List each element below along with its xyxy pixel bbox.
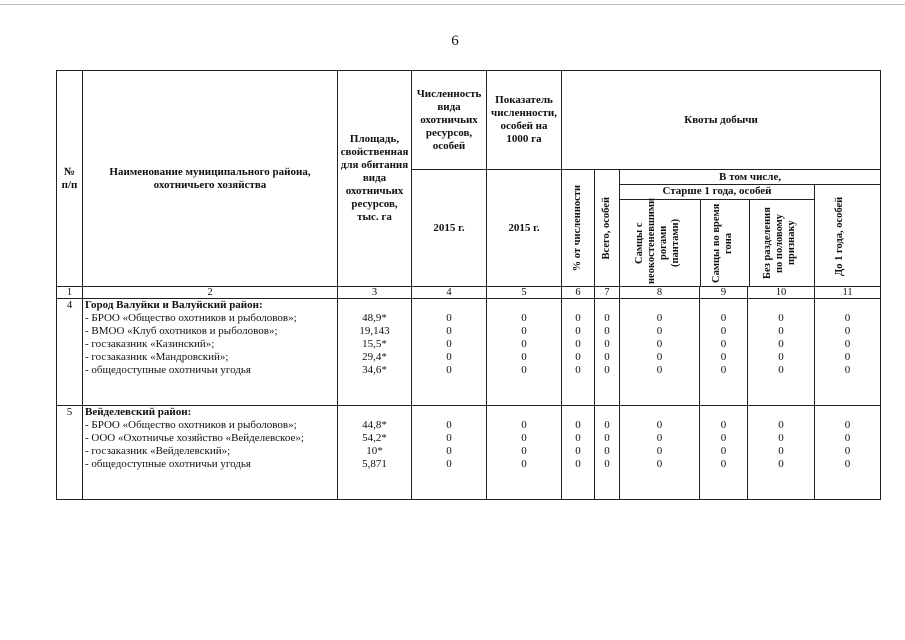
quota-value: 0 (446, 419, 452, 431)
hunting-ground-name: - общедоступные охотничьи угодья (85, 364, 251, 376)
value-cell (412, 299, 487, 406)
value-cell (562, 299, 595, 406)
colnum: 8 (620, 287, 700, 299)
quota-value: 0 (521, 458, 527, 470)
value-cell (815, 299, 881, 406)
quota-value: 0 (446, 351, 452, 363)
hunting-ground-name: - госзаказник «Мандровский»; (85, 351, 229, 363)
area-value: 44,8* (362, 419, 387, 431)
spacer (597, 406, 617, 419)
value-cell (487, 406, 562, 500)
quota-value: 0 (778, 445, 784, 457)
quota-value: 0 (521, 325, 527, 337)
quota-value: 0 (844, 419, 851, 431)
quota-value: 0 (844, 351, 851, 363)
region-title: Город Валуйки и Валуйский район: (85, 299, 263, 311)
quota-value: 0 (521, 338, 527, 350)
area-cell (338, 299, 412, 406)
value-cell (815, 406, 881, 500)
header-total-text: Всего, особей (601, 196, 612, 260)
quota-value: 0 (656, 351, 663, 363)
colnum: 4 (412, 287, 487, 299)
table-row (57, 299, 881, 406)
quota-value: 0 (521, 312, 527, 324)
spacer (702, 299, 745, 312)
value-cell (748, 406, 815, 500)
hunting-ground-name: - госзаказник «Казинский»; (85, 338, 215, 350)
quota-value: 0 (575, 364, 581, 376)
value-cell (412, 406, 487, 500)
spacer (340, 299, 409, 312)
hunting-ground-name: - общедоступные охотничьи угодья (85, 458, 251, 470)
value-cell (700, 406, 748, 500)
value-cell (620, 406, 700, 500)
quota-value: 0 (604, 445, 610, 457)
quota-value: 0 (575, 419, 581, 431)
quota-value: 0 (604, 325, 610, 337)
spacer (564, 299, 592, 312)
quota-value: 0 (446, 338, 452, 350)
quota-value: 0 (778, 351, 784, 363)
older-subtable (620, 197, 814, 286)
quota-value: 0 (604, 432, 610, 444)
header-males-rut-cell (701, 200, 750, 286)
region-title: Вейделевский район: (85, 406, 192, 418)
quota-value: 0 (720, 351, 727, 363)
header-including: В том числе, (620, 170, 881, 185)
quota-value: 0 (778, 338, 784, 350)
header-males-antlers-cell (620, 197, 701, 286)
colnum: 6 (562, 287, 595, 299)
header-older-wrap (620, 185, 815, 287)
area-value: 19,143 (359, 325, 390, 337)
quota-value: 0 (521, 445, 527, 457)
top-rule (0, 4, 905, 5)
quota-value: 0 (521, 364, 527, 376)
row-number: 5 (57, 406, 83, 500)
header-no-sex: Без разделения по половому признаку (762, 207, 797, 279)
quota-value: 0 (778, 458, 784, 470)
colnum: 10 (748, 287, 815, 299)
quota-value: 0 (844, 338, 851, 350)
quota-value: 0 (720, 458, 727, 470)
quota-value: 0 (656, 312, 663, 324)
value-cell (562, 406, 595, 500)
header-density: Показатель численности, особей на 1000 га (487, 71, 562, 170)
spacer (750, 299, 812, 312)
hunting-ground-name: - ВМОО «Клуб охотников и рыболовов»; (85, 325, 278, 337)
quota-value: 0 (446, 432, 452, 444)
quota-value: 0 (844, 364, 851, 376)
spacer (597, 299, 617, 312)
quota-value: 0 (604, 364, 610, 376)
quota-value: 0 (521, 432, 527, 444)
quota-value: 0 (446, 325, 452, 337)
quota-value: 0 (575, 445, 581, 457)
row-name-cell (83, 406, 338, 500)
quota-value: 0 (575, 312, 581, 324)
area-value: 15,5* (362, 338, 387, 350)
table-header (57, 71, 881, 299)
quota-value: 0 (720, 338, 727, 350)
header-pct-text: % от численности (572, 184, 583, 272)
quota-value: 0 (720, 432, 727, 444)
quota-value: 0 (720, 312, 727, 324)
quota-value: 0 (656, 458, 663, 470)
colnum: 5 (487, 287, 562, 299)
spacer (702, 406, 745, 419)
quota-value: 0 (720, 364, 727, 376)
quota-value: 0 (604, 458, 610, 470)
value-cell (487, 299, 562, 406)
header-area: Площадь, свойственная для обитания вида охотничьих ресурсов, тыс. га (338, 71, 412, 287)
colnum: 7 (595, 287, 620, 299)
quota-value: 0 (844, 325, 851, 337)
colnum: 11 (815, 287, 881, 299)
quota-value: 0 (575, 458, 581, 470)
header-quota: Квоты добычи (562, 71, 881, 170)
area-value: 10* (366, 445, 383, 457)
value-cell (595, 299, 620, 406)
quota-value: 0 (720, 445, 727, 457)
value-cell (748, 299, 815, 406)
quota-value: 0 (575, 325, 581, 337)
table-row (57, 406, 881, 500)
spacer (489, 406, 559, 419)
quota-value: 0 (446, 312, 452, 324)
colnum: 3 (338, 287, 412, 299)
quota-value: 0 (844, 445, 851, 457)
quota-value: 0 (604, 419, 610, 431)
quota-value: 0 (575, 432, 581, 444)
spacer (564, 406, 592, 419)
colnum: 9 (700, 287, 748, 299)
quota-value: 0 (656, 338, 663, 350)
spacer (817, 299, 878, 312)
header-population: Численность вида охотничьих ресурсов, особей (412, 71, 487, 170)
quota-value: 0 (778, 364, 784, 376)
quota-table (56, 70, 881, 500)
quota-value: 0 (604, 312, 610, 324)
quota-value: 0 (446, 364, 452, 376)
spacer (622, 406, 697, 419)
row-number: 4 (57, 299, 83, 406)
colnum: 2 (83, 287, 338, 299)
spacer (340, 406, 409, 419)
header-name: Наименование муниципального района, охотничьего хозяйства (83, 71, 338, 287)
row-name-cell (83, 299, 338, 406)
quota-value: 0 (604, 351, 610, 363)
header-males-rut: Самцы во время гона (711, 203, 734, 283)
table-body (57, 299, 881, 500)
hunting-ground-name: - госзаказник «Вейделевский»; (85, 445, 231, 457)
value-cell (595, 406, 620, 500)
value-cell (700, 299, 748, 406)
header-young-text: До 1 года, особей (833, 195, 845, 276)
quota-value: 0 (521, 419, 527, 431)
quota-value: 0 (575, 338, 581, 350)
quota-value: 0 (778, 432, 784, 444)
header-older: Старше 1 года, особей (620, 185, 814, 200)
quota-value: 0 (844, 458, 851, 470)
quota-value: 0 (778, 312, 784, 324)
quota-value: 0 (604, 338, 610, 350)
value-cell (620, 299, 700, 406)
area-value: 48,9* (362, 312, 387, 324)
hunting-ground-name: - БРОО «Общество охотников и рыболовов»; (85, 419, 297, 431)
header-young (815, 185, 881, 287)
spacer (414, 299, 484, 312)
spacer (489, 299, 559, 312)
quota-value: 0 (446, 445, 452, 457)
area-cell (338, 406, 412, 500)
spacer (817, 406, 878, 419)
header-pop-year: 2015 г. (412, 170, 487, 287)
hunting-ground-name: - ООО «Охотничье хозяйство «Вейделевское»; (85, 432, 304, 444)
quota-value: 0 (656, 364, 663, 376)
spacer (622, 299, 697, 312)
quota-value: 0 (656, 325, 663, 337)
column-number-row (57, 287, 881, 299)
header-dens-year: 2015 г. (487, 170, 562, 287)
hunting-ground-name: - БРОО «Общество охотников и рыболовов»; (85, 312, 297, 324)
quota-value: 0 (778, 419, 784, 431)
area-value: 54,2* (362, 432, 387, 444)
quota-value: 0 (656, 432, 663, 444)
quota-value: 0 (844, 432, 851, 444)
area-value: 5,871 (362, 458, 387, 470)
page-number: 6 (451, 33, 459, 49)
quota-value: 0 (720, 419, 727, 431)
quota-value: 0 (446, 458, 452, 470)
area-value: 29,4* (362, 351, 387, 363)
spacer (750, 406, 812, 419)
header-pct (562, 170, 595, 287)
quota-value: 0 (656, 419, 663, 431)
header-no-sex-cell (750, 200, 815, 286)
header-total (595, 170, 620, 287)
spacer (414, 406, 484, 419)
quota-value: 0 (656, 445, 663, 457)
quota-value: 0 (778, 325, 784, 337)
header-num: № п/п (57, 71, 83, 287)
quota-value: 0 (844, 312, 851, 324)
header-males-antlers: Самцы с неокостеневшими рогами (пантами) (634, 197, 681, 284)
colnum: 1 (57, 287, 83, 299)
quota-value: 0 (720, 325, 727, 337)
quota-value: 0 (575, 351, 581, 363)
quota-value: 0 (521, 351, 527, 363)
area-value: 34,6* (362, 364, 387, 376)
